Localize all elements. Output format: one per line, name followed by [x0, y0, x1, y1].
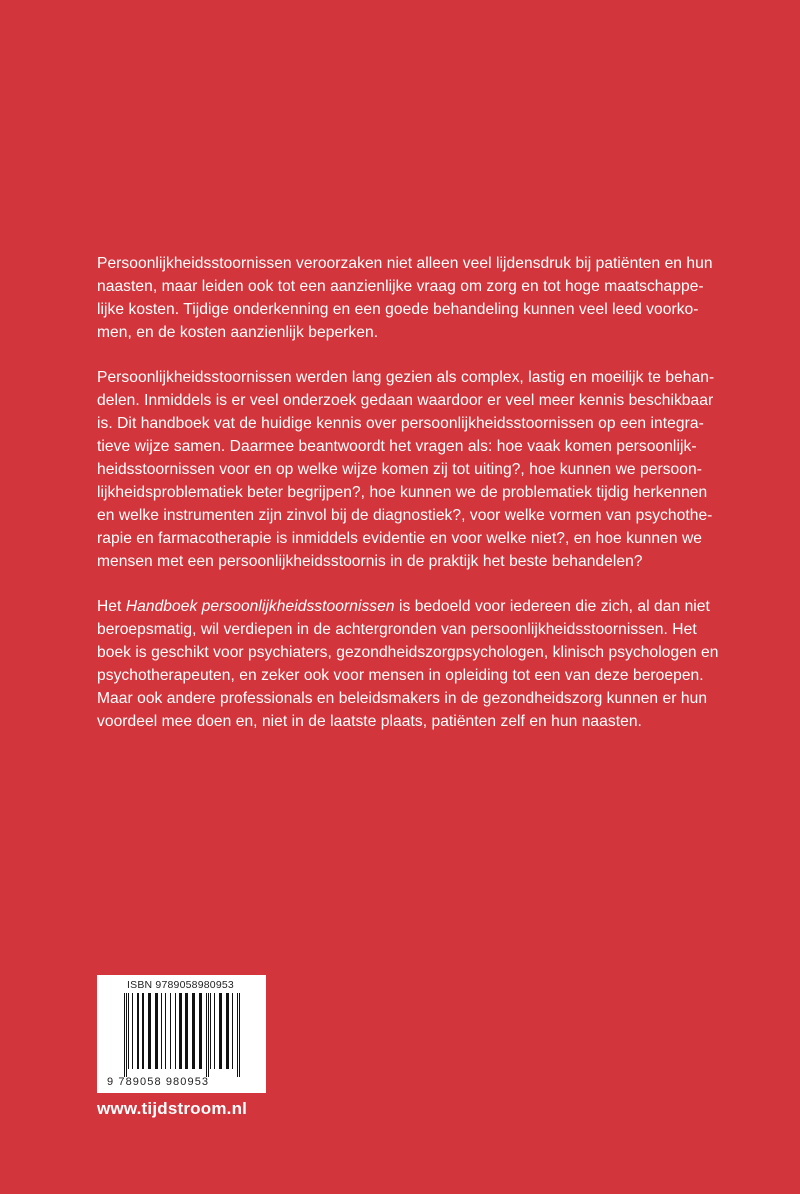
isbn-barcode — [97, 975, 266, 1093]
text-line: naasten, maar leiden ook tot een aanzienlijke vraag om zorg en tot hoge maatschappe- — [97, 278, 704, 295]
barcode-bar — [165, 993, 166, 1069]
barcode-bar — [179, 993, 182, 1069]
barcode-bar — [155, 993, 158, 1069]
text-suffix: is bedoeld voor iedereen die zich, al dan niet — [394, 598, 710, 615]
text-prefix: Het — [97, 598, 126, 615]
text-line — [97, 595, 797, 618]
text-line: en welke instrumenten zijn zinvol bij de diagnostiek?, voor welke vormen van psychothe- — [97, 507, 713, 524]
text-line: mensen met een persoonlijkheidsstoornis in de praktijk het beste behandelen? — [97, 553, 643, 570]
text-line: rapie en farmacotherapie is inmiddels evidentie en voor welke niet?, en hoe kunnen we — [97, 530, 702, 547]
barcode-bar — [237, 993, 238, 1077]
barcode-bar — [132, 993, 133, 1069]
barcode-bar — [161, 993, 162, 1069]
text-line: Persoonlijkheidsstoornissen werden lang gezien als complex, lastig en moeilijk te behan- — [97, 369, 715, 386]
paragraph-intro — [97, 252, 797, 344]
barcode-bar — [185, 993, 188, 1069]
text-line: Maar ook andere professionals en beleidsmakers in de gezondheidszorg kunnen er hun — [97, 690, 708, 707]
text-line: men, en de kosten aanzienlijk beperken. — [97, 324, 379, 341]
barcode-bar — [199, 993, 202, 1069]
barcode-bar — [210, 993, 211, 1069]
barcode-digits: 9 789058 980953 — [107, 1076, 210, 1088]
text-line: boek is geschikt voor psychiaters, gezondheidszorgpsychologen, klinisch psychologen en — [97, 644, 719, 661]
barcode-bar — [148, 993, 151, 1069]
text-line: voordeel mee doen en, niet in de laatste plaats, patiënten zelf en hun naasten. — [97, 713, 642, 730]
barcode-bar — [208, 993, 209, 1077]
text-line: lijke kosten. Tijdige onderkenning en een goede behandeling kunnen veel leed voorko- — [97, 301, 699, 318]
barcode-bar — [226, 993, 229, 1069]
barcode-bar — [170, 993, 171, 1069]
paragraph-audience — [97, 595, 797, 733]
barcode-bar — [175, 993, 176, 1069]
paragraph-questions — [97, 366, 797, 573]
barcode-bar — [126, 993, 127, 1077]
text-line: psychotherapeuten, en zeker ook voor mensen in opleiding tot een van deze beroepen. — [97, 667, 704, 684]
barcode-bar — [124, 993, 125, 1077]
book-title: Handboek persoonlijkheidsstoornissen — [125, 598, 395, 615]
text-line: tieve wijze samen. Daarmee beantwoordt het vragen als: hoe vaak komen persoonlijk- — [97, 438, 697, 455]
barcode-bar — [142, 993, 144, 1069]
barcode-bar — [239, 993, 240, 1077]
barcode-bars — [124, 993, 242, 1077]
text-line: beroepsmatig, wil verdiepen in de achtergronden van persoonlijkheidsstoornissen. Het — [97, 621, 697, 638]
barcode-bar — [192, 993, 195, 1069]
publisher-website[interactable]: www.tijdstroom.nl — [97, 1099, 248, 1118]
text-line: heidsstoornissen voor en op welke wijze komen zij tot uiting?, hoe kunnen we persoon- — [97, 461, 702, 478]
barcode-bar — [137, 993, 139, 1069]
barcode-bar — [128, 993, 129, 1069]
text-line: lijkheidsproblematiek beter begrijpen?, hoe kunnen we de problematiek tijdig herkennen — [97, 484, 708, 501]
barcode-bar — [232, 993, 233, 1069]
barcode-bar — [206, 993, 207, 1077]
barcode-bar — [219, 993, 222, 1069]
blurb-text — [97, 252, 797, 755]
text-line: delen. Inmiddels is er veel onderzoek gedaan waardoor er veel meer kennis beschikbaar — [97, 392, 714, 409]
text-line: is. Dit handboek vat de huidige kennis over persoonlijkheidsstoornissen op een integra- — [97, 415, 704, 432]
text-line: Persoonlijkheidsstoornissen veroorzaken niet alleen veel lijdensdruk bij patiënten en hun — [97, 255, 713, 272]
barcode-bar — [214, 993, 215, 1069]
isbn-label: ISBN 9789058980953 — [127, 979, 234, 991]
